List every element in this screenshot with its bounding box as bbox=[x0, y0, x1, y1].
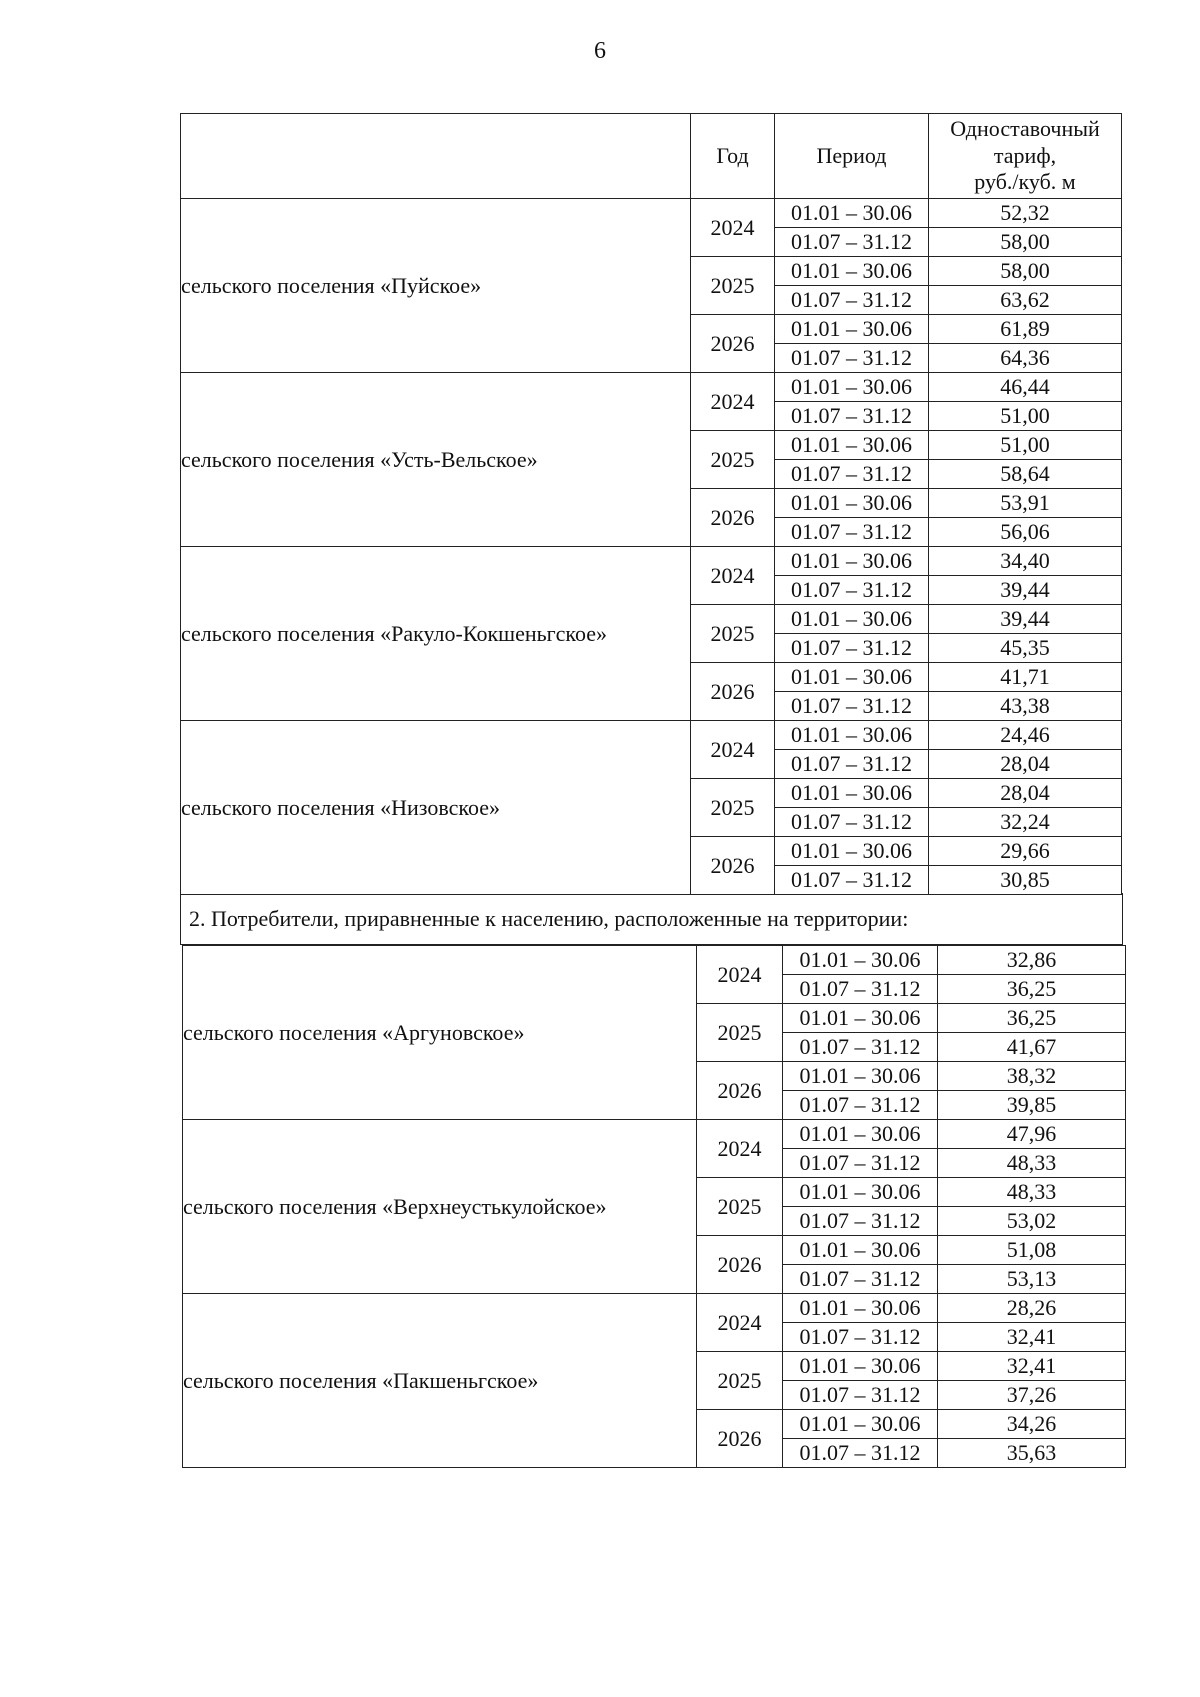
year-cell: 2026 bbox=[691, 837, 775, 895]
table-row bbox=[183, 1120, 1126, 1149]
header-tariff-line-1: Одноставочный bbox=[950, 115, 1100, 141]
table-row bbox=[181, 199, 1122, 228]
period-cell: 01.07 – 31.12 bbox=[783, 1149, 938, 1178]
settlement-name: сельского поселения «Ракуло-Кокшеньгское» bbox=[181, 547, 691, 721]
settlement-name: сельского поселения «Низовское» bbox=[181, 721, 691, 895]
tariff-cell: 56,06 bbox=[929, 518, 1122, 547]
header-tariff bbox=[929, 114, 1122, 199]
tariff-cell: 58,64 bbox=[929, 460, 1122, 489]
table-row bbox=[181, 373, 1122, 402]
table-header-row bbox=[181, 114, 1122, 199]
period-cell: 01.01 – 30.06 bbox=[783, 1004, 938, 1033]
period-cell: 01.01 – 30.06 bbox=[775, 315, 929, 344]
year-cell: 2024 bbox=[691, 547, 775, 605]
header-period: Период bbox=[775, 114, 929, 199]
period-cell: 01.07 – 31.12 bbox=[775, 634, 929, 663]
tariff-cell: 51,00 bbox=[929, 431, 1122, 460]
tariff-cell: 39,44 bbox=[929, 605, 1122, 634]
period-cell: 01.07 – 31.12 bbox=[783, 1381, 938, 1410]
year-cell: 2024 bbox=[691, 373, 775, 431]
year-cell: 2024 bbox=[697, 946, 783, 1004]
tariff-cell: 63,62 bbox=[929, 286, 1122, 315]
period-cell: 01.01 – 30.06 bbox=[783, 1178, 938, 1207]
table-row bbox=[181, 721, 1122, 750]
year-cell: 2025 bbox=[697, 1178, 783, 1236]
period-cell: 01.07 – 31.12 bbox=[783, 975, 938, 1004]
tariff-cell: 28,04 bbox=[929, 779, 1122, 808]
section-2-caption: 2. Потребители, приравненные к населению, расположенные на территории: bbox=[180, 893, 1123, 945]
period-cell: 01.07 – 31.12 bbox=[775, 402, 929, 431]
tariff-cell: 30,85 bbox=[929, 866, 1122, 895]
tariff-cell: 61,89 bbox=[929, 315, 1122, 344]
period-cell: 01.07 – 31.12 bbox=[783, 1323, 938, 1352]
tariff-cell: 53,13 bbox=[938, 1265, 1126, 1294]
period-cell: 01.01 – 30.06 bbox=[783, 1062, 938, 1091]
tariff-table-section-1 bbox=[180, 113, 1122, 895]
year-cell: 2024 bbox=[697, 1294, 783, 1352]
period-cell: 01.07 – 31.12 bbox=[775, 518, 929, 547]
tariff-cell: 48,33 bbox=[938, 1178, 1126, 1207]
period-cell: 01.07 – 31.12 bbox=[783, 1265, 938, 1294]
period-cell: 01.01 – 30.06 bbox=[775, 199, 929, 228]
period-cell: 01.01 – 30.06 bbox=[775, 837, 929, 866]
tariff-cell: 34,40 bbox=[929, 547, 1122, 576]
period-cell: 01.07 – 31.12 bbox=[775, 808, 929, 837]
year-cell: 2025 bbox=[691, 779, 775, 837]
period-cell: 01.01 – 30.06 bbox=[783, 1120, 938, 1149]
period-cell: 01.01 – 30.06 bbox=[775, 547, 929, 576]
tariff-cell: 38,32 bbox=[938, 1062, 1126, 1091]
tariff-cell: 37,26 bbox=[938, 1381, 1126, 1410]
tariff-cell: 43,38 bbox=[929, 692, 1122, 721]
tariff-cell: 28,26 bbox=[938, 1294, 1126, 1323]
tariff-cell: 51,00 bbox=[929, 402, 1122, 431]
settlement-name: сельского поселения «Пуйское» bbox=[181, 199, 691, 373]
tariff-cell: 39,85 bbox=[938, 1091, 1126, 1120]
year-cell: 2024 bbox=[691, 199, 775, 257]
header-tariff-line-3: руб./куб. м bbox=[974, 169, 1076, 195]
tariff-cell: 24,46 bbox=[929, 721, 1122, 750]
tariff-cell: 41,67 bbox=[938, 1033, 1126, 1062]
year-cell: 2024 bbox=[691, 721, 775, 779]
tariff-cell: 32,41 bbox=[938, 1352, 1126, 1381]
tariff-cell: 35,63 bbox=[938, 1439, 1126, 1468]
section-2-body bbox=[183, 946, 1126, 1468]
tariff-cell: 53,91 bbox=[929, 489, 1122, 518]
settlement-name: сельского поселения «Усть-Вельское» bbox=[181, 373, 691, 547]
period-cell: 01.07 – 31.12 bbox=[775, 344, 929, 373]
settlement-name: сельского поселения «Аргуновское» bbox=[183, 946, 697, 1120]
year-cell: 2024 bbox=[697, 1120, 783, 1178]
period-cell: 01.07 – 31.12 bbox=[775, 228, 929, 257]
tariff-cell: 46,44 bbox=[929, 373, 1122, 402]
year-cell: 2025 bbox=[697, 1352, 783, 1410]
year-cell: 2025 bbox=[691, 605, 775, 663]
header-tariff-line-2: тариф, bbox=[993, 142, 1057, 168]
period-cell: 01.07 – 31.12 bbox=[775, 576, 929, 605]
page-number: 6 bbox=[594, 38, 606, 64]
table-row bbox=[183, 1294, 1126, 1323]
period-cell: 01.07 – 31.12 bbox=[783, 1439, 938, 1468]
tariff-cell: 52,32 bbox=[929, 199, 1122, 228]
year-cell: 2026 bbox=[697, 1236, 783, 1294]
period-cell: 01.01 – 30.06 bbox=[775, 431, 929, 460]
tariff-cell: 47,96 bbox=[938, 1120, 1126, 1149]
period-cell: 01.07 – 31.12 bbox=[775, 286, 929, 315]
period-cell: 01.01 – 30.06 bbox=[775, 605, 929, 634]
year-cell: 2026 bbox=[691, 489, 775, 547]
year-cell: 2025 bbox=[691, 257, 775, 315]
table-row bbox=[181, 547, 1122, 576]
tariff-cell: 29,66 bbox=[929, 837, 1122, 866]
period-cell: 01.07 – 31.12 bbox=[775, 750, 929, 779]
period-cell: 01.01 – 30.06 bbox=[783, 1410, 938, 1439]
period-cell: 01.07 – 31.12 bbox=[783, 1033, 938, 1062]
tariff-cell: 32,24 bbox=[929, 808, 1122, 837]
settlement-name: сельского поселения «Верхнеустькулойское» bbox=[183, 1120, 697, 1294]
period-cell: 01.01 – 30.06 bbox=[775, 663, 929, 692]
tariff-cell: 41,71 bbox=[929, 663, 1122, 692]
period-cell: 01.01 – 30.06 bbox=[783, 946, 938, 975]
tariff-cell: 58,00 bbox=[929, 228, 1122, 257]
period-cell: 01.01 – 30.06 bbox=[775, 257, 929, 286]
tariff-cell: 36,25 bbox=[938, 1004, 1126, 1033]
period-cell: 01.01 – 30.06 bbox=[775, 721, 929, 750]
period-cell: 01.01 – 30.06 bbox=[783, 1236, 938, 1265]
tariff-cell: 36,25 bbox=[938, 975, 1126, 1004]
tariff-cell: 48,33 bbox=[938, 1149, 1126, 1178]
tariff-cell: 34,26 bbox=[938, 1410, 1126, 1439]
table-row bbox=[183, 946, 1126, 975]
tariff-cell: 45,35 bbox=[929, 634, 1122, 663]
period-cell: 01.07 – 31.12 bbox=[783, 1091, 938, 1120]
period-cell: 01.07 – 31.12 bbox=[783, 1207, 938, 1236]
year-cell: 2025 bbox=[697, 1004, 783, 1062]
tariff-cell: 28,04 bbox=[929, 750, 1122, 779]
period-cell: 01.07 – 31.12 bbox=[775, 460, 929, 489]
tariff-cell: 32,86 bbox=[938, 946, 1126, 975]
year-cell: 2026 bbox=[697, 1062, 783, 1120]
tariff-cell: 64,36 bbox=[929, 344, 1122, 373]
header-territory-cell bbox=[181, 114, 691, 199]
tariff-cell: 53,02 bbox=[938, 1207, 1126, 1236]
header-year: Год bbox=[691, 114, 775, 199]
tariff-table-section-2 bbox=[182, 945, 1126, 1468]
tariff-cell: 39,44 bbox=[929, 576, 1122, 605]
year-cell: 2026 bbox=[697, 1410, 783, 1468]
period-cell: 01.07 – 31.12 bbox=[775, 866, 929, 895]
year-cell: 2026 bbox=[691, 315, 775, 373]
year-cell: 2026 bbox=[691, 663, 775, 721]
period-cell: 01.01 – 30.06 bbox=[783, 1352, 938, 1381]
settlement-name: сельского поселения «Пакшеньгское» bbox=[183, 1294, 697, 1468]
tariff-cell: 51,08 bbox=[938, 1236, 1126, 1265]
period-cell: 01.07 – 31.12 bbox=[775, 692, 929, 721]
tariff-cell: 58,00 bbox=[929, 257, 1122, 286]
year-cell: 2025 bbox=[691, 431, 775, 489]
period-cell: 01.01 – 30.06 bbox=[775, 779, 929, 808]
period-cell: 01.01 – 30.06 bbox=[775, 373, 929, 402]
section-1-body bbox=[181, 199, 1122, 895]
tariff-cell: 32,41 bbox=[938, 1323, 1126, 1352]
period-cell: 01.01 – 30.06 bbox=[783, 1294, 938, 1323]
period-cell: 01.01 – 30.06 bbox=[775, 489, 929, 518]
